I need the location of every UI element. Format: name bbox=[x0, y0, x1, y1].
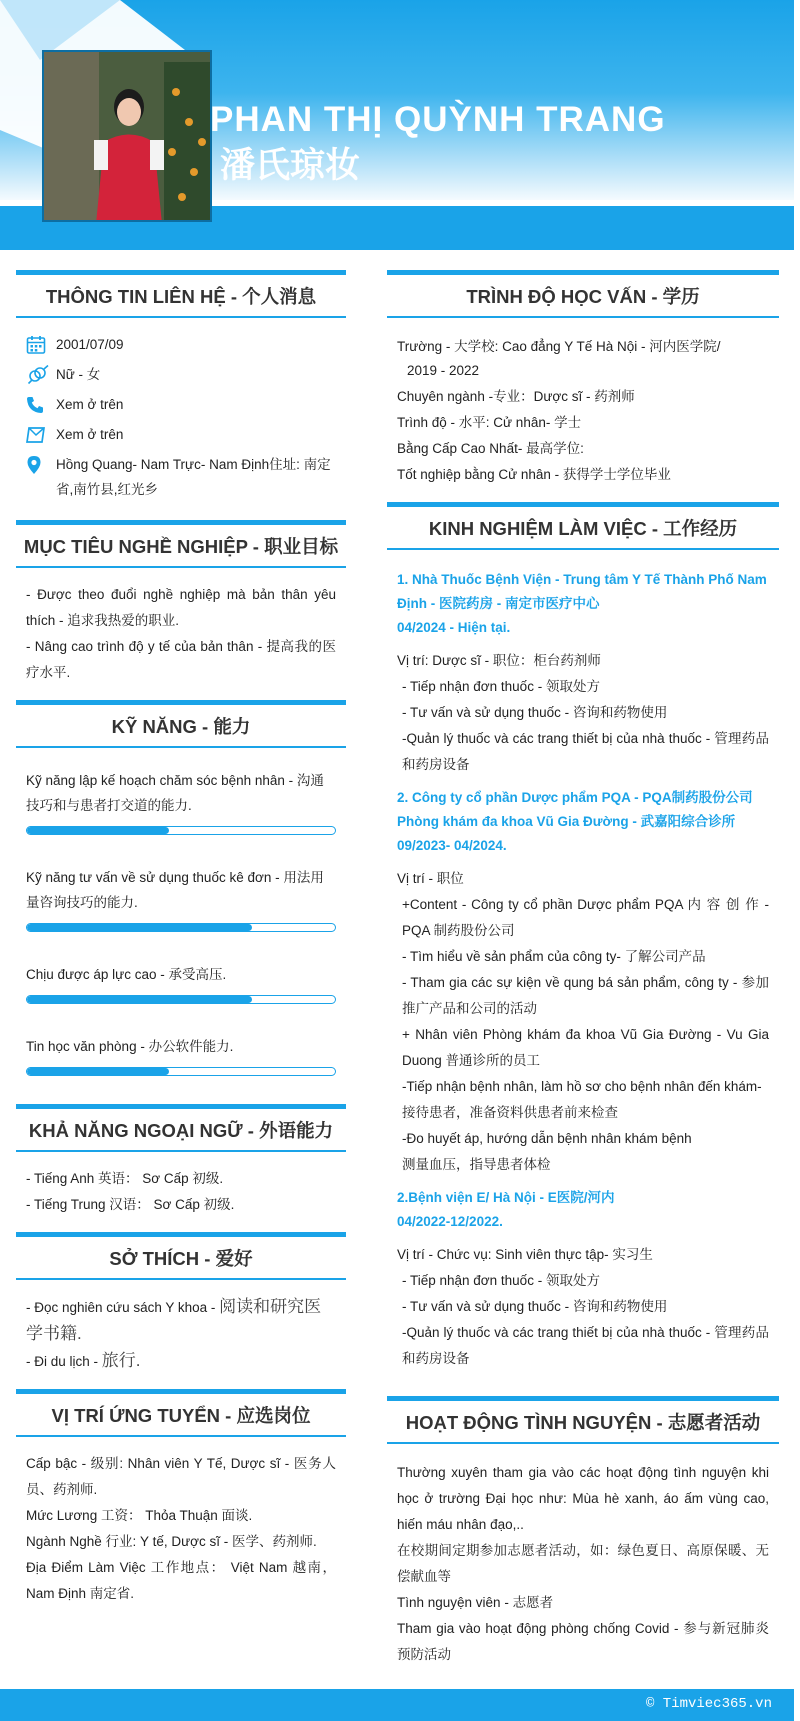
skill-item bbox=[26, 962, 336, 1004]
gender-value: Nữ - 女 bbox=[56, 367, 101, 382]
job-period: 04/2022-12/2022. bbox=[397, 1214, 503, 1229]
email-icon bbox=[26, 422, 56, 448]
education-section bbox=[387, 318, 779, 498]
contact-email bbox=[26, 422, 336, 448]
objective-section-title: MỤC TIÊU NGHỀ NGHIỆP - 职业目标 bbox=[16, 520, 346, 568]
skill-label: Kỹ năng tư vấn về sử dụng thuốc kê đơn - 用法用量咨询技巧的能力. bbox=[26, 870, 324, 910]
education-line: 2019 - 2022 bbox=[407, 363, 480, 378]
objective-line: - Nâng cao trình độ y tế của bản thân - 提高我的医疗水平. bbox=[26, 639, 336, 680]
job-header bbox=[397, 568, 769, 640]
candidate-name: PHAN THỊ QUỲNH TRANG bbox=[210, 100, 666, 139]
skill-bar-fill bbox=[27, 827, 169, 834]
job-line: -Quản lý thuốc và các trang thiết bị của nhà thuốc - 管理药品和药房设备 bbox=[402, 731, 769, 772]
phone-icon bbox=[26, 392, 56, 418]
hobby-text-chinese: 阅读和研究医学书籍. bbox=[26, 1297, 322, 1343]
education-line: Trường - 大学校: Cao đẳng Y Tế Hà Nội - 河内医学院/ bbox=[397, 339, 721, 354]
right-column bbox=[387, 270, 779, 1678]
objective-section bbox=[16, 568, 346, 696]
education-section-title: TRÌNH ĐỘ HỌC VẤN - 学历 bbox=[387, 270, 779, 318]
skill-bar bbox=[26, 995, 336, 1004]
left-column bbox=[16, 270, 346, 1617]
objective-line: - Được theo đuổi nghề nghiệp mà bản thân yêu thích - 追求我热爱的职业. bbox=[26, 587, 336, 628]
volunteer-line: Tình nguyện viên - 志愿者 bbox=[397, 1595, 554, 1610]
position-line: Mức Lương 工资： Thỏa Thuận 面谈. bbox=[26, 1508, 253, 1523]
hobby-text: - Đi du lịch - bbox=[26, 1354, 102, 1369]
job-line: +Content - Công ty cổ phần Dược phẩm PQA 内 容 创 作 - PQA 制药股份公司 bbox=[402, 897, 769, 938]
contact-address bbox=[26, 452, 336, 502]
email-value: Xem ở trên bbox=[56, 427, 124, 442]
job-entry bbox=[397, 1186, 769, 1372]
language-line: - Tiếng Anh 英语： Sơ Cấp 初级. bbox=[26, 1171, 224, 1186]
contact-birthdate bbox=[26, 332, 336, 358]
footer-bar bbox=[0, 1689, 794, 1721]
volunteer-line: Thường xuyên tham gia vào các hoạt động tình nguyện khi học ở trường Đại học như: Mùa hè xanh, áo ấm vùng cao, hiến máu nhân đạo,.. bbox=[397, 1465, 769, 1532]
contact-gender bbox=[26, 362, 336, 388]
language-line: - Tiếng Trung 汉语： Sơ Cấp 初级. bbox=[26, 1197, 235, 1212]
job-line: Vị trí - Chức vụ: Sinh viên thực tập- 实习生 bbox=[397, 1247, 653, 1262]
job-line: -Quản lý thuốc và các trang thiết bị của nhà thuốc - 管理药品和药房设备 bbox=[402, 1325, 769, 1366]
position-line: Cấp bậc - 级别: Nhân viên Y Tế, Dược sĩ - 医务人员、药剂师. bbox=[26, 1456, 336, 1497]
education-line: Bằng Cấp Cao Nhất- 最高学位: bbox=[397, 441, 584, 456]
volunteer-line: Tham gia vào hoạt động phòng chống Covid - 参与新冠肺炎预防活动 bbox=[397, 1621, 769, 1662]
job-entry bbox=[397, 568, 769, 778]
contact-phone bbox=[26, 392, 336, 418]
skill-bar bbox=[26, 923, 336, 932]
avatar-photo bbox=[44, 52, 212, 222]
header-banner bbox=[0, 0, 794, 250]
languages-section-title: KHẢ NĂNG NGOẠI NGỮ - 外语能力 bbox=[16, 1104, 346, 1152]
position-section-title: VỊ TRÍ ỨNG TUYỂN - 应选岗位 bbox=[16, 1389, 346, 1437]
job-company: Phòng khám đa khoa Vũ Gia Đường - 武嘉阳综合诊所 bbox=[397, 814, 736, 829]
job-line: Vị trí: Dược sĩ - 职位：柜台药剂师 bbox=[397, 653, 601, 668]
job-line: - Tiếp nhận đơn thuốc - 领取处方 bbox=[402, 679, 600, 694]
job-company: 2. Công ty cổ phần Dược phẩm PQA - PQA制药股份公司 bbox=[397, 790, 753, 805]
job-line: + Nhân viên Phòng khám đa khoa Vũ Gia Đường - Vu Gia Duong 普通诊所的员工 bbox=[402, 1027, 769, 1068]
skill-bar bbox=[26, 826, 336, 835]
hobby-text: - Đọc nghiên cứu sách Y khoa - bbox=[26, 1300, 220, 1315]
volunteer-section-title: HOẠT ĐỘNG TÌNH NGUYỆN - 志愿者活动 bbox=[387, 1396, 779, 1444]
job-header bbox=[397, 786, 769, 858]
skill-bar-fill bbox=[27, 996, 252, 1003]
job-company: 1. Nhà Thuốc Bệnh Viện - Trung tâm Y Tế Thành Phố Nam Định - 医院药房 - 南定市医疗中心 bbox=[397, 572, 767, 611]
education-line: Trình độ - 水平: Cử nhân- 学士 bbox=[397, 415, 582, 430]
education-line: Tốt nghiệp bằng Cử nhân - 获得学士学位毕业 bbox=[397, 467, 671, 482]
location-icon bbox=[26, 452, 56, 478]
candidate-name-chinese: 潘氏琼妆 bbox=[220, 146, 361, 185]
job-line: - Tư vấn và sử dụng thuốc - 咨询和药物使用 bbox=[402, 705, 668, 720]
contact-section bbox=[16, 318, 346, 516]
avatar bbox=[42, 50, 212, 222]
skill-label: Chịu được áp lực cao - 承受高压. bbox=[26, 967, 227, 982]
skill-item bbox=[26, 1034, 336, 1076]
job-line: -Tiếp nhận bệnh nhân, làm hồ sơ cho bệnh nhân đến khám- 接待患者，准备资料供患者前来检查 bbox=[402, 1079, 762, 1120]
skill-item bbox=[26, 865, 336, 932]
job-company: 2.Bệnh viện E/ Hà Nội - E医院/河内 bbox=[397, 1190, 615, 1205]
job-line: - Tìm hiểu về sản phẩm của công ty- 了解公司产品 bbox=[402, 949, 706, 964]
position-line: Ngành Nghề 行业: Y tế, Dược sĩ - 医学、药剂师. bbox=[26, 1534, 317, 1549]
calendar-icon bbox=[26, 332, 56, 358]
hobby-line bbox=[26, 1348, 336, 1375]
education-line: Chuyên ngành -专业：Dược sĩ - 药剂师 bbox=[397, 389, 635, 404]
skill-label: Tin học văn phòng - 办公软件能力. bbox=[26, 1039, 234, 1054]
address-value: Hồng Quang- Nam Trực- Nam Định住址: 南定省,南竹县,红光乡 bbox=[56, 457, 331, 497]
position-line: Địa Điểm Làm Việc 工作地点： Việt Nam 越南，Nam Định 南定省. bbox=[26, 1560, 336, 1601]
job-line: - Tham gia các sự kiện về qung bá sản phẩm, công ty - 参加推广产品和公司的活动 bbox=[402, 975, 769, 1016]
skill-bar-fill bbox=[27, 1068, 169, 1075]
skill-item bbox=[26, 768, 336, 835]
hobby-text-chinese: 旅行. bbox=[101, 1351, 141, 1370]
job-entry bbox=[397, 786, 769, 1178]
hobbies-section-title: SỞ THÍCH - 爱好 bbox=[16, 1232, 346, 1280]
position-section bbox=[16, 1437, 346, 1617]
phone-value: Xem ở trên bbox=[56, 397, 124, 412]
volunteer-line: 在校期间定期参加志愿者活动，如：绿色夏日、高原保暖、无偿献血等 bbox=[397, 1543, 769, 1584]
hobbies-section bbox=[16, 1280, 346, 1385]
skill-label: Kỹ năng lập kế hoạch chăm sóc bệnh nhân - 沟通技巧和与患者打交道的能力. bbox=[26, 773, 324, 813]
volunteer-section bbox=[387, 1444, 779, 1678]
job-line: - Tư vấn và sử dụng thuốc - 咨询和药物使用 bbox=[402, 1299, 668, 1314]
skills-section-title: KỸ NĂNG - 能力 bbox=[16, 700, 346, 748]
job-line: Vị trí - 职位 bbox=[397, 871, 464, 886]
job-header bbox=[397, 1186, 769, 1234]
languages-section bbox=[16, 1152, 346, 1228]
contact-section-title: THÔNG TIN LIÊN HỆ - 个人消息 bbox=[16, 270, 346, 318]
gender-icon bbox=[26, 362, 56, 388]
job-period: 09/2023- 04/2024. bbox=[397, 838, 507, 853]
birthdate-value: 2001/07/09 bbox=[56, 337, 124, 352]
job-line: -Đo huyết áp, hướng dẫn bệnh nhân khám bệnh bbox=[402, 1131, 692, 1146]
skill-bar bbox=[26, 1067, 336, 1076]
experience-section-title: KINH NGHIỆM LÀM VIỆC - 工作经历 bbox=[387, 502, 779, 550]
skill-bar-fill bbox=[27, 924, 252, 931]
skills-section bbox=[16, 748, 346, 1104]
job-line: - Tiếp nhận đơn thuốc - 领取处方 bbox=[402, 1273, 600, 1288]
experience-section bbox=[387, 550, 779, 1382]
job-line: 测量血压，指导患者体检 bbox=[402, 1157, 551, 1172]
hobby-line bbox=[26, 1294, 336, 1348]
copyright-link[interactable]: © Timviec365.vn bbox=[645, 1696, 772, 1712]
job-period: 04/2024 - Hiện tại. bbox=[397, 620, 511, 635]
